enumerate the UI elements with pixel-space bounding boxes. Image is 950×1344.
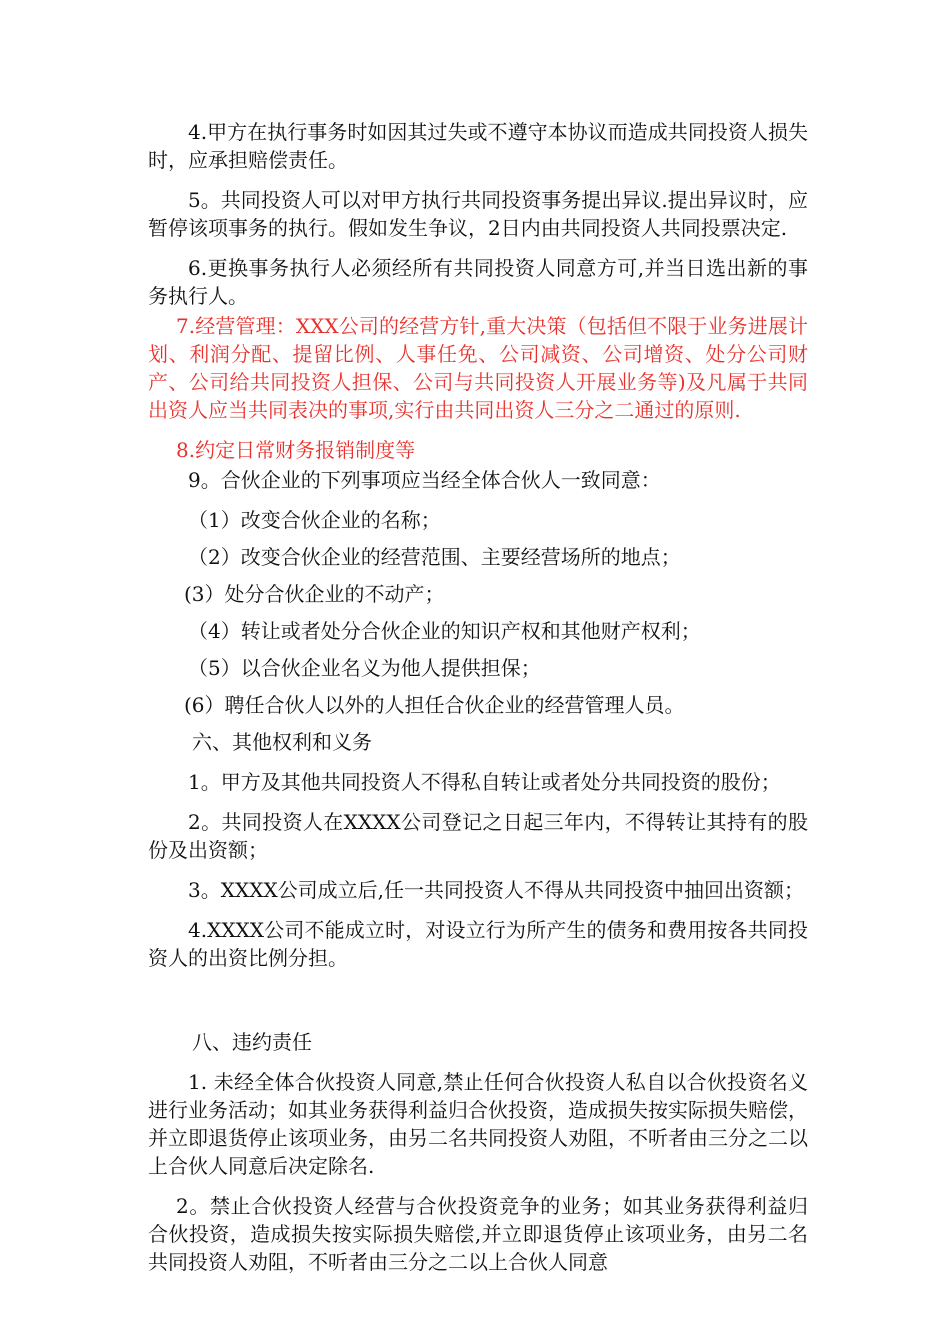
list-item: (3）处分合伙企业的不动产； xyxy=(184,582,445,606)
list-item: （4）转让或者处分合伙企业的知识产权和其他财产权利； xyxy=(188,619,701,643)
list-item: （1）改变合伙企业的名称； xyxy=(188,508,441,532)
section6-item-2: 2。共同投资人在XXXX公司登记之日起三年内，不得转让其持有的股份及出资额； xyxy=(148,810,808,862)
list-item: （2）改变合伙企业的经营范围、主要经营场所的地点； xyxy=(188,545,681,569)
document-page xyxy=(148,118,808,1288)
list-item: (6）聘任合伙人以外的人担任合伙企业的经营管理人员。 xyxy=(184,693,685,717)
paragraph-4: 4.甲方在执行事务时如因其过失或不遵守本协议而造成共同投资人损失时，应承担赔偿责任。 xyxy=(148,120,808,172)
section6-item-4: 4.XXXX公司不能成立时，对设立行为所产生的债务和费用按各共同投资人的出资比例分担。 xyxy=(148,918,808,970)
paragraph-8-reimbursement: 8.约定日常财务报销制度等 xyxy=(176,438,416,462)
section6-item-3: 3。XXXX公司成立后,任一共同投资人不得从共同投资中抽回出资额； xyxy=(188,878,805,902)
section6-item-1: 1。甲方及其他共同投资人不得私自转让或者处分共同投资的股份； xyxy=(188,770,781,794)
paragraph-9: 9。合伙企业的下列事项应当经全体合伙人一致同意： xyxy=(188,468,661,492)
section8-item-1: 1. 未经全体合伙投资人同意,禁止任何合伙投资人私自以合伙投资名义进行业务活动；如其业务获得利益归合伙投资，造成损失按实际损失赔偿，并立即退货停止该项业务，由另二名共同投资人劝阻，不听者由三分之二以上合伙人同意后决定除名. xyxy=(148,1070,808,1178)
paragraph-7-management: 7.经营管理：XXX公司的经营方针,重大决策（包括但不限于业务进展计划、利润分配、提留比例、人事任免、公司减资、公司增资、处分公司财产、公司给共同投资人担保、公司与共同投资人开展业务等)及凡属于共同出资人应当共同表决的事项,实行由共同出资人三分之二通过的原则. xyxy=(148,314,808,422)
section-heading-6: 六、其他权利和义务 xyxy=(192,730,372,754)
spacer xyxy=(148,984,808,1028)
list-item: （5）以合伙企业名义为他人提供担保； xyxy=(188,656,541,680)
paragraph-5: 5。共同投资人可以对甲方执行共同投资事务提出异议.提出异议时，应暂停该项事务的执行。假如发生争议，2日内由共同投资人共同投票决定. xyxy=(148,188,808,240)
section8-item-2: 2。禁止合伙投资人经营与合伙投资竞争的业务；如其业务获得利益归合伙投资，造成损失按实际损失赔偿,并立即退货停止该项业务，由另二名共同投资人劝阻，不听者由三分之二以上合伙人同意 xyxy=(148,1194,808,1274)
section-heading-8: 八、违约责任 xyxy=(192,1030,312,1054)
paragraph-6: 6.更换事务执行人必须经所有共同投资人同意方可,并当日选出新的事务执行人。 xyxy=(148,256,808,308)
